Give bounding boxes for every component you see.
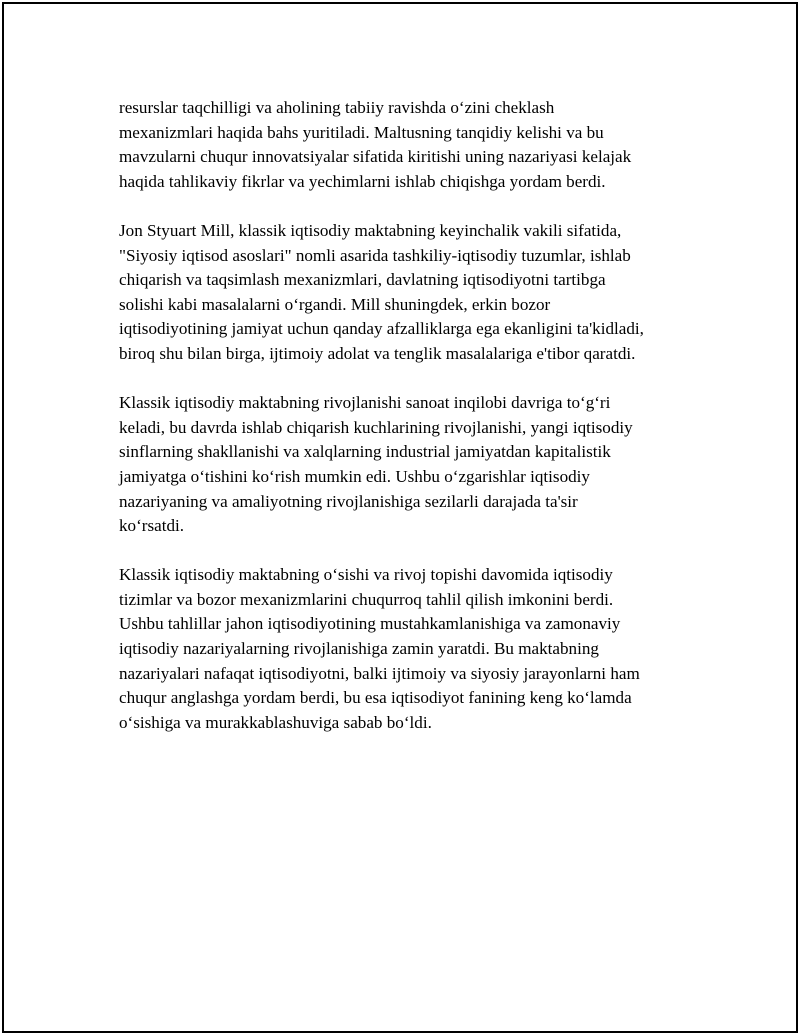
text-line: Ushbu tahlillar jahon iqtisodiyotining mustahkamlanishiga va zamonaviy [119,614,621,634]
paragraph-2 [119,219,709,367]
paragraph-1 [119,96,709,194]
text-line: iqtisodiy nazariyalarning rivojlanishiga zamin yaratdi. Bu maktabning [119,639,599,659]
text-line: sinflarning shakllanishi va xalqlarning industrial jamiyatdan kapitalistik [119,442,611,462]
text-line: mavzularni chuqur innovatsiyalar sifatida kiritishi uning nazariyasi kelajak [119,147,632,167]
text-line: biroq shu bilan birga, ijtimoiy adolat va tenglik masalalariga e'tibor qaratdi. [119,343,636,363]
paragraph-4 [119,563,709,735]
text-line: tizimlar va bozor mexanizmlarini chuqurroq tahlil qilish imkonini berdi. [119,589,614,609]
text-line: ko‘rsatdi. [119,516,185,536]
text-line: iqtisodiyotining jamiyat uchun qanday afzalliklarga ega ekanligini ta'kidladi, [119,319,644,339]
text-line: nazariyaning va amaliyotning rivojlanishiga sezilarli darajada ta'sir [119,491,578,511]
text-line: Klassik iqtisodiy maktabning o‘sishi va rivoj topishi davomida iqtisodiy [119,565,613,585]
text-line: chiqarish va taqsimlash mexanizmlari, davlatning iqtisodiyotni tartibga [119,270,606,290]
text-line: jamiyatga o‘tishini ko‘rish mumkin edi. Ushbu o‘zgarishlar iqtisodiy [119,466,590,486]
text-line: "Siyosiy iqtisod asoslari" nomli asarida tashkiliy-iqtisodiy tuzumlar, ishlab [119,245,631,265]
paragraph-3 [119,391,709,539]
text-line: solishi kabi masalalarni o‘rgandi. Mill shuningdek, erkin bozor [119,294,551,314]
document-body [119,96,709,760]
text-line: o‘sishiga va murakkablashuviga sabab bo‘ldi. [119,712,432,732]
text-line: nazariyalari nafaqat iqtisodiyotni, balki ijtimoiy va siyosiy jarayonlarni ham [119,663,640,683]
text-line: chuqur anglashga yordam berdi, bu esa iqtisodiyot fanining keng ko‘lamda [119,688,632,708]
text-line: keladi, bu davrda ishlab chiqarish kuchlarining rivojlanishi, yangi iqtisodiy [119,417,633,437]
document-page [2,2,798,1033]
text-line: haqida tahlikaviy fikrlar va yechimlarni ishlab chiqishga yordam berdi. [119,171,606,191]
text-line: resurslar taqchilligi va aholining tabiiy ravishda o‘zini cheklash [119,98,555,117]
text-line: mexanizmlari haqida bahs yuritiladi. Maltusning tanqidiy kelishi va bu [119,122,604,142]
text-line: Jon Styuart Mill, klassik iqtisodiy maktabning keyinchalik vakili sifatida, [119,220,622,240]
text-line: Klassik iqtisodiy maktabning rivojlanishi sanoat inqilobi davriga to‘g‘ri [119,393,611,413]
